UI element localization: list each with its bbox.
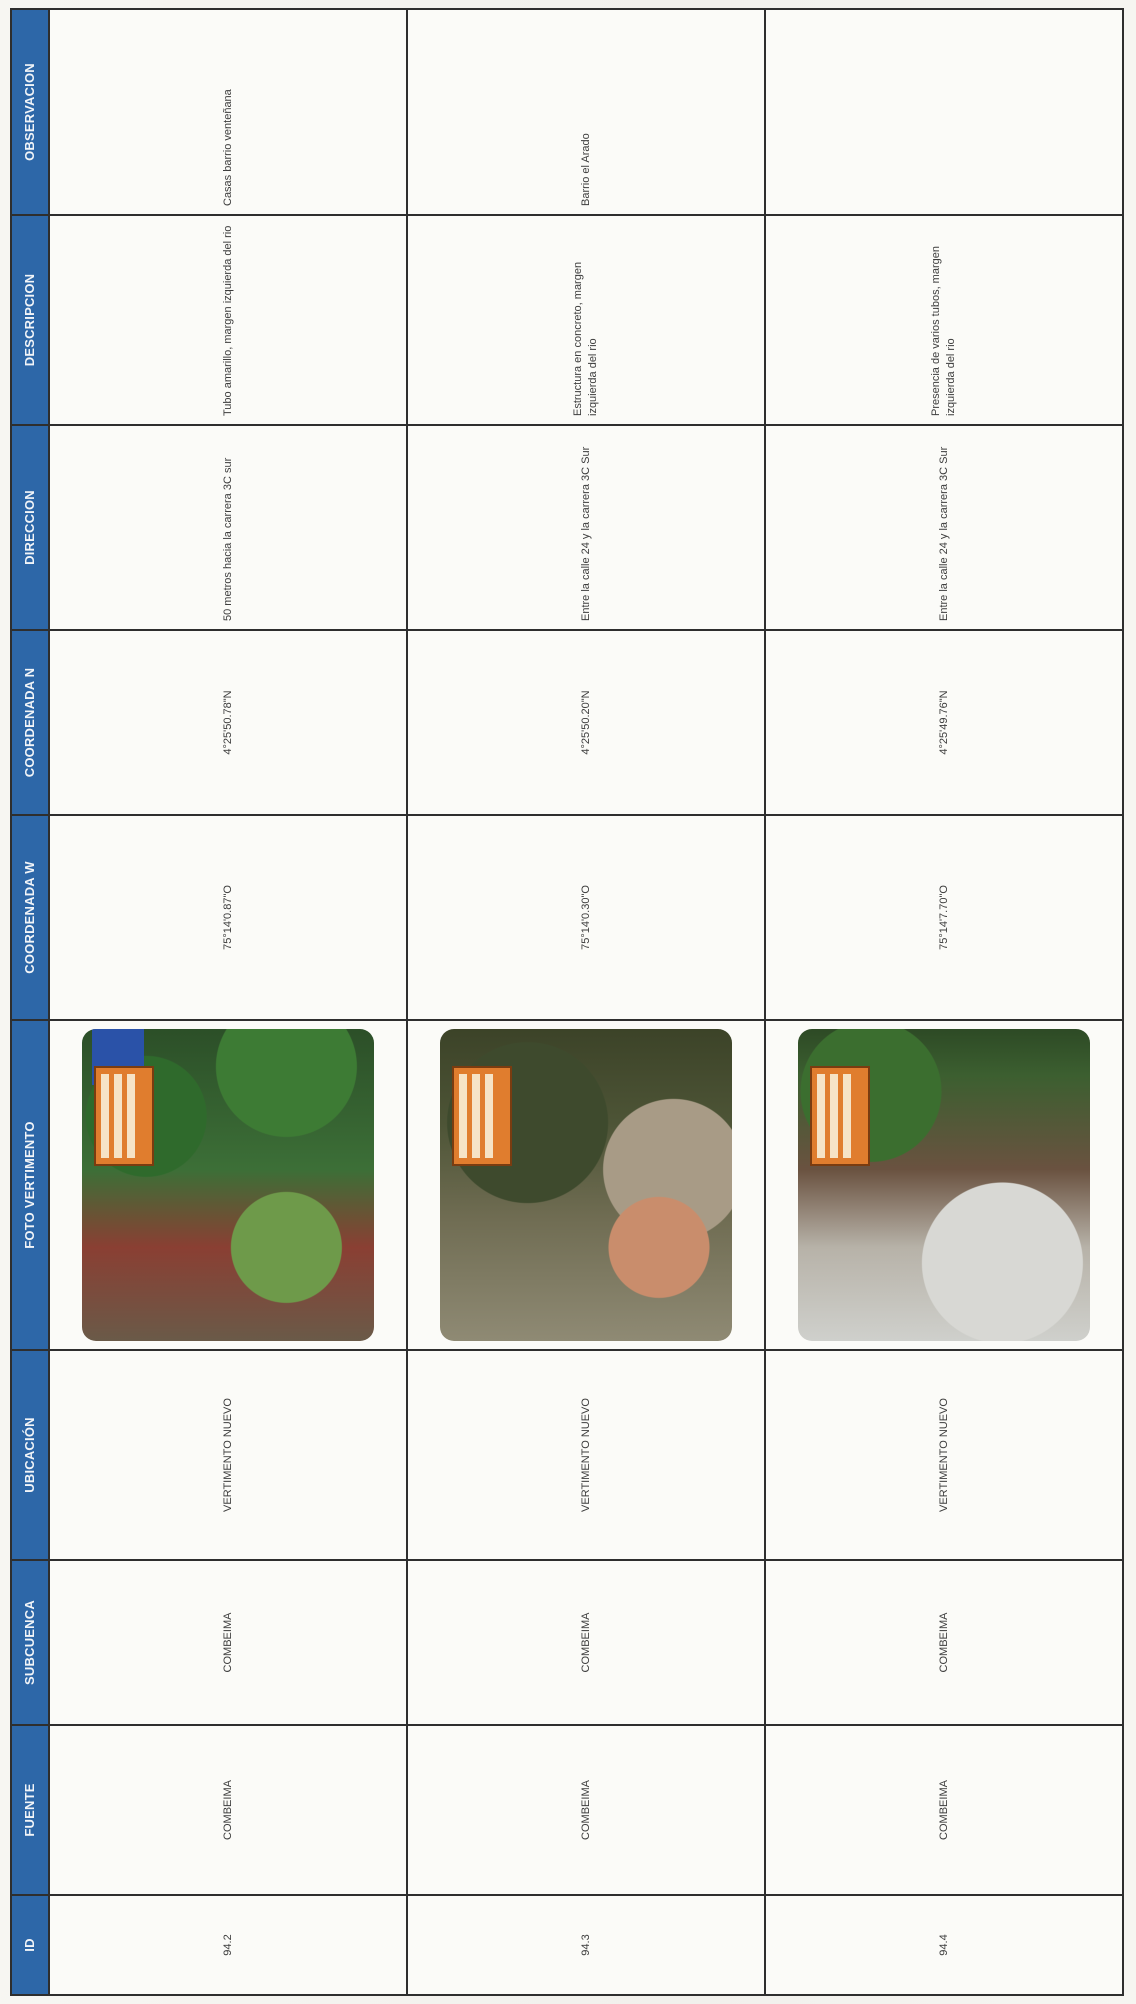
header-fuente: FUENTE — [11, 1725, 49, 1895]
cell-id: 94.4 — [765, 1895, 1123, 1995]
cell-subcuenca: COMBEIMA — [765, 1560, 1123, 1725]
header-coord-n: COORDENADA N — [11, 630, 49, 815]
cell-foto — [407, 1020, 765, 1350]
rotated-table-container — [10, 10, 1124, 1996]
marker-sign — [810, 1066, 870, 1166]
cell-ubicacion: VERTIMENTO NUEVO — [49, 1350, 407, 1560]
header-row — [11, 9, 49, 1995]
cell-ubicacion: VERTIMENTO NUEVO — [765, 1350, 1123, 1560]
cell-fuente: COMBEIMA — [49, 1725, 407, 1895]
header-foto: FOTO VERTIMENTO — [11, 1020, 49, 1350]
cell-observacion: Barrio el Arado — [407, 9, 765, 215]
cell-coord-w: 75°14'7.70"O — [765, 815, 1123, 1020]
cell-id: 94.2 — [49, 1895, 407, 1995]
cell-coord-n: 4°25'50.78"N — [49, 630, 407, 815]
cell-subcuenca: COMBEIMA — [49, 1560, 407, 1725]
table-row — [49, 9, 407, 1995]
cell-observacion — [765, 9, 1123, 215]
vertimento-photo — [440, 1029, 732, 1341]
cell-descripcion: Tubo amarillo, margen izquierda del rio — [49, 215, 407, 425]
table-row — [407, 9, 765, 1995]
marker-sign — [94, 1066, 154, 1166]
cell-observacion: Casas barrio venteñana — [49, 9, 407, 215]
vertimentos-table — [10, 8, 1124, 1996]
vertimento-photo — [798, 1029, 1090, 1341]
header-observacion: OBSERVACION — [11, 9, 49, 215]
cell-coord-n: 4°25'50.20"N — [407, 630, 765, 815]
header-subcuenca: SUBCUENCA — [11, 1560, 49, 1725]
cell-subcuenca: COMBEIMA — [407, 1560, 765, 1725]
cell-coord-w: 75°14'0.87"O — [49, 815, 407, 1020]
cell-ubicacion: VERTIMENTO NUEVO — [407, 1350, 765, 1560]
cell-fuente: COMBEIMA — [765, 1725, 1123, 1895]
cell-descripcion: Presencia de varios tubos, margen izquierda del rio — [765, 215, 1123, 425]
cell-id: 94.3 — [407, 1895, 765, 1995]
cell-foto — [49, 1020, 407, 1350]
table-row — [765, 9, 1123, 1995]
header-direccion: DIRECCION — [11, 425, 49, 630]
cell-coord-w: 75°14'0.30"O — [407, 815, 765, 1020]
cell-coord-n: 4°25'49.76"N — [765, 630, 1123, 815]
vertimento-photo — [82, 1029, 374, 1341]
cell-direccion: 50 metros hacia la carrera 3C sur — [49, 425, 407, 630]
cell-fuente: COMBEIMA — [407, 1725, 765, 1895]
cell-direccion: Entre la calle 24 y la carrera 3C Sur — [407, 425, 765, 630]
marker-sign — [452, 1066, 512, 1166]
cell-foto — [765, 1020, 1123, 1350]
cell-direccion: Entre la calle 24 y la carrera 3C Sur — [765, 425, 1123, 630]
header-coord-w: COORDENADA W — [11, 815, 49, 1020]
header-ubicacion: UBICACIÓN — [11, 1350, 49, 1560]
header-descripcion: DESCRIPCION — [11, 215, 49, 425]
header-id: ID — [11, 1895, 49, 1995]
cell-descripcion: Estructura en concreto, margen izquierda del rio — [407, 215, 765, 425]
